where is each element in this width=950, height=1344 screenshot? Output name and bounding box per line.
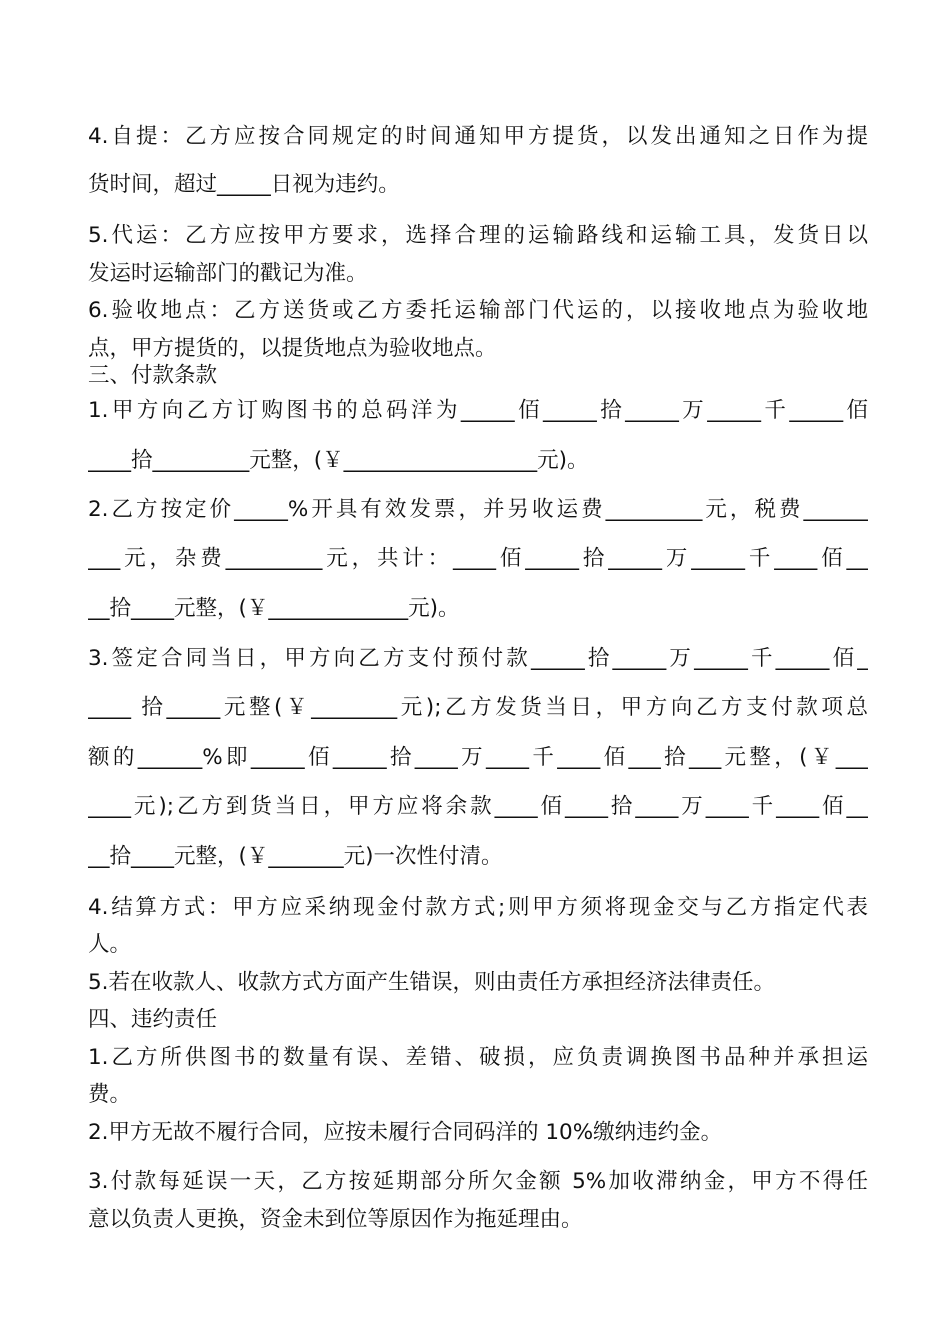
clause-6-inspection-line-2: 点，甲方提货的，以提货地点为验收地点。 bbox=[88, 336, 497, 361]
payment-3-line-2: ____ 拾_____元整(￥________元);乙方发货当日，甲方向乙方支付款项总 bbox=[88, 695, 868, 720]
clause-5-shipping-line-2: 发运时运输部门的戳记为准。 bbox=[88, 261, 368, 286]
payment-3-line-3: 额的______%即_____佰_____拾____万____千____佰___拾___元整，(￥___ bbox=[88, 745, 868, 770]
section-3-heading: 三、付款条款 bbox=[88, 363, 218, 388]
clause-4-self-pickup-line-1: 4.自提：乙方应按合同规定的时间通知甲方提货，以发出通知之日作为提 bbox=[88, 124, 868, 149]
clause-6-inspection-line-1: 6.验收地点：乙方送货或乙方委托运输部门代运的，以接收地点为验收地 bbox=[88, 298, 868, 323]
clause-5-shipping-line-1: 5.代运：乙方应按甲方要求，选择合理的运输路线和运输工具，发货日以 bbox=[88, 223, 868, 248]
payment-1-line-1: 1.甲方向乙方订购图书的总码洋为_____佰_____拾_____万_____千_____佰 bbox=[88, 398, 868, 423]
section-4-heading: 四、违约责任 bbox=[88, 1007, 218, 1032]
payment-5-line: 5.若在收款人、收款方式方面产生错误，则由责任方承担经济法律责任。 bbox=[88, 970, 776, 995]
payment-4-line-1: 4.结算方式：甲方应采纳现金付款方式;则甲方须将现金交与乙方指定代表 bbox=[88, 895, 868, 920]
liability-3-line-2: 意以负责人更换，资金未到位等原因作为拖延理由。 bbox=[88, 1207, 583, 1232]
liability-3-line-1: 3.付款每延误一天，乙方按延期部分所欠金额 5%加收滞纳金，甲方不得任 bbox=[88, 1169, 868, 1194]
payment-3-line-4: ____元);乙方到货当日，甲方应将余款____佰____拾____万____千____佰__ bbox=[88, 794, 868, 819]
payment-4-line-2: 人。 bbox=[88, 932, 132, 957]
payment-1-line-2: ____拾_________元整，(￥__________________元)。 bbox=[88, 448, 589, 473]
payment-2-line-3: __拾____元整，(￥_____________元)。 bbox=[88, 596, 460, 621]
payment-2-line-2: ___元，杂费_________元，共计：____佰_____拾_____万_____千____佰__ bbox=[88, 546, 868, 571]
liability-1-line-2: 费。 bbox=[88, 1082, 132, 1107]
liability-2-line: 2.甲方无故不履行合同，应按未履行合同码洋的 10%缴纳违约金。 bbox=[88, 1120, 723, 1145]
payment-2-line-1: 2.乙方按定价_____%开具有效发票，并另收运费_________元，税费______ bbox=[88, 497, 868, 522]
payment-3-line-1: 3.签定合同当日，甲方向乙方支付预付款_____拾_____万_____千_____佰_ bbox=[88, 646, 868, 671]
clause-4-self-pickup-line-2: 货时间，超过_____日视为违约。 bbox=[88, 172, 400, 197]
payment-3-line-5: __拾____元整，(￥_______元)一次性付清。 bbox=[88, 844, 503, 869]
liability-1-line-1: 1.乙方所供图书的数量有误、差错、破损，应负责调换图书品种并承担运 bbox=[88, 1045, 868, 1070]
